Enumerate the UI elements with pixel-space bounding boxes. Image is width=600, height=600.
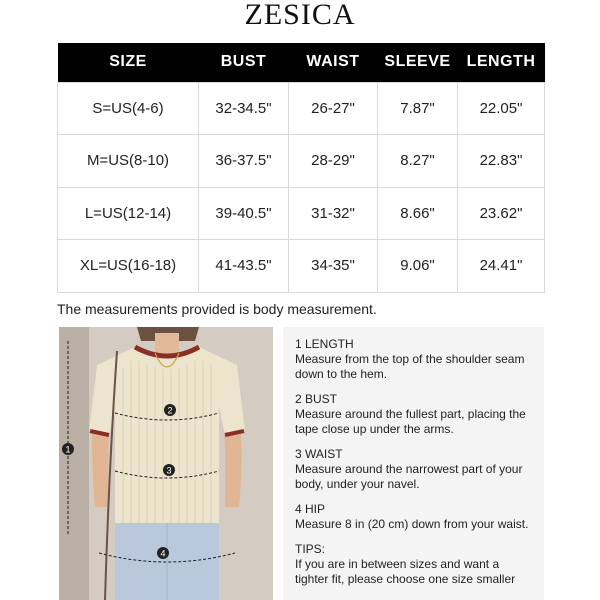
- cell-sleeve: 9.06": [378, 240, 458, 293]
- header-bust: BUST: [199, 43, 289, 82]
- guide-item-text: Measure from the top of the shoulder seam down to the hem.: [295, 352, 525, 381]
- cell-size: XL=US(16-18): [58, 240, 199, 293]
- guide-item-title: 3 WAIST: [295, 447, 343, 461]
- neck: [155, 333, 179, 353]
- guide-item-text: Measure 8 in (20 cm) down from your waist.: [295, 517, 529, 531]
- cell-waist: 34-35": [289, 240, 378, 293]
- model-photo: [59, 327, 273, 600]
- cell-length: 24.41": [458, 240, 545, 293]
- header-waist: WAIST: [289, 43, 378, 82]
- measuring-guide: [283, 327, 544, 600]
- guide-item-hip: [295, 502, 534, 532]
- guide-item-title: 2 BUST: [295, 392, 338, 406]
- size-chart-table: [57, 43, 545, 293]
- header-length: LENGTH: [458, 43, 545, 82]
- cell-length: 23.62": [458, 187, 545, 240]
- guide-item-bust: [295, 392, 534, 437]
- guide-item-text: Measure around the narrowest part of your body, under your navel.: [295, 462, 523, 491]
- cell-size: M=US(8-10): [58, 135, 199, 188]
- cell-bust: 36-37.5": [199, 135, 289, 188]
- marker-1-label: 1: [65, 444, 71, 455]
- cell-sleeve: 7.87": [378, 82, 458, 135]
- marker-4-label: 4: [160, 548, 166, 559]
- cell-length: 22.05": [458, 82, 545, 135]
- cell-sleeve: 8.27": [378, 135, 458, 188]
- cell-bust: 39-40.5": [199, 187, 289, 240]
- cell-waist: 26-27": [289, 82, 378, 135]
- table-row: [58, 135, 545, 188]
- header-size: SIZE: [58, 43, 199, 82]
- header-sleeve: SLEEVE: [378, 43, 458, 82]
- cell-bust: 41-43.5": [199, 240, 289, 293]
- marker-2-label: 2: [167, 405, 173, 416]
- cell-waist: 31-32": [289, 187, 378, 240]
- wall-shadow: [59, 327, 89, 600]
- measurement-note: The measurements provided is body measurement.: [57, 301, 377, 317]
- tips-title: TIPS:: [295, 542, 326, 556]
- guide-tips: [295, 542, 534, 587]
- guide-item-waist: [295, 447, 534, 492]
- cell-sleeve: 8.66": [378, 187, 458, 240]
- brand-logo: ZESICA: [244, 0, 356, 31]
- guide-item-text: Measure around the fullest part, placing the tape close up under the arms.: [295, 407, 526, 436]
- guide-item-length: [295, 337, 534, 382]
- cell-size: L=US(12-14): [58, 187, 199, 240]
- model-illustration: [59, 327, 273, 600]
- table-header-row: [58, 43, 545, 82]
- tips-text: If you are in between sizes and want a tighter fit, please choose one size smaller: [295, 557, 516, 586]
- table-row: [58, 82, 545, 135]
- cell-size: S=US(4-6): [58, 82, 199, 135]
- cell-waist: 28-29": [289, 135, 378, 188]
- guide-item-title: 1 LENGTH: [295, 337, 354, 351]
- table-row: [58, 240, 545, 293]
- cell-bust: 32-34.5": [199, 82, 289, 135]
- table-row: [58, 187, 545, 240]
- cell-length: 22.83": [458, 135, 545, 188]
- marker-3-label: 3: [166, 465, 172, 476]
- guide-item-title: 4 HIP: [295, 502, 326, 516]
